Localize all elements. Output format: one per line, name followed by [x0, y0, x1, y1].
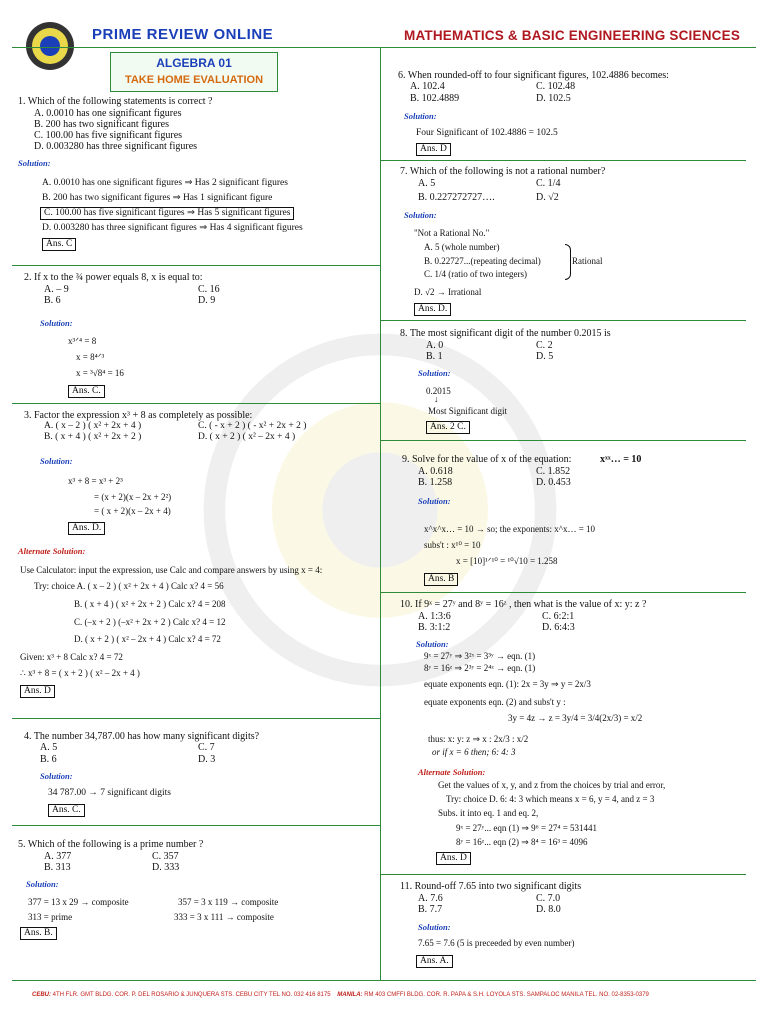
q3-alt-answer: Ans. D — [20, 685, 55, 698]
q7-sol-c: C. 1/4 (ratio of two integers) — [424, 269, 527, 279]
q1-solution-label: Solution: — [18, 158, 51, 168]
q3-sol-3: = ( x + 2)(x – 2x + 4) — [94, 506, 171, 516]
footer-cebu-address: 4TH FLR. GMT BLDG. COR. P. DEL ROSARIO & JUNQUERA STS. CEBU CITY TEL NO. 032 416 8175 — [52, 992, 331, 998]
divider — [380, 160, 746, 161]
q6-opt-c: C. 102.48 — [536, 81, 576, 92]
q2-sol-2: x = 8⁴ᐟ³ — [76, 352, 105, 362]
q10-opt-d: D. 6:4:3 — [542, 622, 575, 633]
q4-opt-a: A. 5 — [40, 742, 58, 753]
q4-sol: 34 787.00 → 7 significant digits — [48, 788, 171, 798]
q1-opt-d: D. 0.003280 has three significant figures — [34, 141, 198, 152]
q8-opt-a: A. 0 — [426, 340, 444, 351]
q3-alt-b: B. ( x + 4 ) ( x² + 2x + 2 ) Calc x? 4 = 208 — [74, 599, 226, 609]
q1-sol-d: D. 0.003280 has three significant figures ⇒ Has 4 significant figures — [42, 223, 303, 233]
q7-sol-b: B. 0.22727...(repeating decimal) — [424, 256, 541, 266]
q3-opt-c: C. ( - x + 2 ) ( - x² + 2x + 2 ) — [198, 421, 307, 431]
footer-cebu-label: CEBU: — [32, 992, 51, 998]
q4-opt-d: D. 3 — [198, 754, 216, 765]
q5-sol-2: 313 = prime — [28, 912, 73, 922]
q7-solution-label: Solution: — [404, 210, 437, 220]
footer-manila-label: MANILA: — [337, 992, 363, 998]
q3-text: 3. Factor the expression x³ + 8 as completely as possible: — [24, 410, 253, 421]
q4-opt-b: B. 6 — [40, 754, 57, 765]
q10-sol-7: or if x = 6 then; 6: 4: 3 — [432, 747, 516, 757]
q10-alt-2: Try: choice D. 6: 4: 3 which means x = 6, y = 4, and z = 3 — [446, 794, 655, 804]
q3-solution-label: Solution: — [40, 456, 73, 466]
q10-sol-3: equate exponents eqn. (1): 2x = 3y ⇒ y = 2x/3 — [424, 679, 591, 689]
divider — [12, 403, 380, 404]
q11-opt-d: D. 8.0 — [536, 904, 561, 915]
q6-sol: Four Significant of 102.4886 = 102.5 — [416, 128, 558, 138]
q3-opt-b: B. ( x + 4 ) ( x² + 2x + 2 ) — [44, 432, 142, 442]
q11-opt-b: B. 7.7 — [418, 904, 443, 915]
subject-title: MATHEMATICS & BASIC ENGINEERING SCIENCES — [404, 28, 741, 43]
q2-sol-3: x = ³√8⁴ = 16 — [76, 368, 124, 378]
q8-opt-d: D. 5 — [536, 351, 554, 362]
footer — [32, 992, 649, 998]
q9-opt-c: C. 1.852 — [536, 466, 571, 477]
title-badge — [110, 52, 278, 92]
footer-rule — [12, 980, 756, 981]
q3-answer: Ans. D. — [68, 522, 105, 535]
q10-sol-1: 9ˣ = 27ʸ ⇒ 3²ˣ = 3³ʸ → eqn. (1) — [424, 651, 536, 661]
q10-opt-c: C. 6:2:1 — [542, 611, 575, 622]
q1-sol-b: B. 200 has two significant figures ⇒ Has 1 significant figure — [42, 193, 273, 203]
q7-opt-a: A. 5 — [418, 178, 436, 189]
q6-opt-d: D. 102.5 — [536, 93, 571, 104]
q3-alt-d: D. ( x + 2 ) ( x² – 2x + 4 ) Calc x? 4 = 72 — [74, 634, 221, 644]
q2-opt-a: A. – 9 — [44, 284, 69, 295]
logo-icon — [24, 20, 76, 72]
q7-sol-a: A. 5 (whole number) — [424, 242, 500, 252]
q11-answer: Ans. A. — [416, 955, 453, 968]
q9-text: 9. Solve for the value of x of the equation: — [402, 454, 572, 465]
q2-sol-1: x³ᐟ⁴ = 8 — [68, 336, 97, 346]
q1-opt-b: B. 200 has two significant figures — [34, 119, 169, 130]
q10-alt-5: 8ʸ = 16ᶻ... eqn (2) ⇒ 8⁴ = 16³ = 4096 — [456, 837, 588, 847]
divider — [380, 592, 746, 593]
q9-solution-label: Solution: — [418, 496, 451, 506]
q1-sol-a: A. 0.0010 has one significant figures ⇒ Has 2 significant figures — [42, 178, 288, 188]
q2-opt-d: D. 9 — [198, 295, 216, 306]
q5-opt-c: C. 357 — [152, 851, 179, 862]
divider — [12, 825, 380, 826]
q8-text: 8. The most significant digit of the number 0.2015 is — [400, 328, 611, 339]
q5-text: 5. Which of the following is a prime number ? — [18, 839, 204, 850]
q3-opt-d: D. ( x + 2 ) ( x² – 2x + 4 ) — [198, 432, 296, 442]
q5-opt-a: A. 377 — [44, 851, 72, 862]
q3-alternate-label: Alternate Solution: — [18, 546, 86, 556]
q1-opt-a: A. 0.0010 has one significant figures — [34, 108, 182, 119]
q4-answer: Ans. C. — [48, 804, 85, 817]
q1-answer: Ans. C — [42, 238, 76, 251]
q3-alt-c: C. (–x + 2 ) (–x² + 2x + 2 ) Calc x? 4 = 12 — [74, 617, 226, 627]
rational-brace — [565, 244, 571, 280]
q5-opt-d: D. 333 — [152, 862, 180, 873]
q3-alt-a: Try: choice A. ( x – 2 ) ( x² + 2x + 4 ) Calc x? 4 = 56 — [34, 581, 224, 591]
q11-solution-label: Solution: — [418, 922, 451, 932]
q3-opt-a: A. ( x – 2 ) ( x² + 2x + 4 ) — [44, 421, 142, 431]
q7-answer: Ans. D. — [414, 303, 451, 316]
footer-manila-address: RM 403 CMFFI BLDG. COR. R. PAPA & S.H. LOYOLA STS. SAMPALOC MANILA TEL. NO. 02-8353-0379 — [364, 992, 649, 998]
q10-opt-a: A. 1:3:6 — [418, 611, 451, 622]
q5-sol-3: 357 = 3 x 119 → composite — [178, 897, 279, 907]
divider — [380, 440, 746, 441]
q10-alternate-label: Alternate Solution: — [418, 767, 486, 777]
q9-answer: Ans. B — [424, 573, 458, 586]
q6-opt-a: A. 102.4 — [410, 81, 445, 92]
q8-opt-b: B. 1 — [426, 351, 443, 362]
q10-text: 10. If 9ˣ = 27ʸ and 8ʸ = 16ᶻ , then what is the value of x: y: z ? — [400, 599, 647, 610]
badge-title: ALGEBRA 01 — [156, 56, 232, 70]
header-rule — [12, 47, 756, 48]
q2-opt-c: C. 16 — [198, 284, 220, 295]
q1-opt-c: C. 100.00 has five significant figures — [34, 130, 183, 141]
q8-sol-label: Most Significant digit — [428, 406, 508, 416]
column-divider — [380, 47, 381, 980]
q11-text: 11. Round-off 7.65 into two significant digits — [400, 881, 582, 892]
q9-opt-d: D. 0.453 — [536, 477, 571, 488]
q1-text: 1. Which of the following statements is correct ? — [18, 96, 213, 107]
q6-opt-b: B. 102.4889 — [410, 93, 460, 104]
q10-alt-3: Subs. it into eq. 1 and eq. 2, — [438, 808, 539, 818]
q10-opt-b: B. 3:1:2 — [418, 622, 451, 633]
q8-opt-c: C. 2 — [536, 340, 553, 351]
q10-answer: Ans. D — [436, 852, 471, 865]
divider — [380, 320, 746, 321]
q2-solution-label: Solution: — [40, 318, 73, 328]
q2-answer: Ans. C. — [68, 385, 105, 398]
q7-opt-c: C. 1/4 — [536, 178, 561, 189]
q9-opt-b: B. 1.258 — [418, 477, 453, 488]
q8-answer: Ans. 2 C. — [426, 421, 470, 434]
q10-sol-4: equate exponents eqn. (2) and subs't y : — [424, 697, 566, 707]
q10-sol-2: 8ʸ = 16ᶻ ⇒ 2³ʸ = 2⁴ᶻ → eqn. (1) — [424, 663, 536, 673]
q6-answer: Ans. D — [416, 143, 451, 156]
q5-answer: Ans. B. — [20, 927, 57, 940]
q9-opt-a: A. 0.618 — [418, 466, 453, 477]
q4-opt-c: C. 7 — [198, 742, 215, 753]
q11-opt-c: C. 7.0 — [536, 893, 561, 904]
q9-equation: xˣˣ… = 10 — [600, 454, 642, 465]
q9-sol-1: x^x^x… = 10 → so; the exponents: x^x… = 10 — [424, 524, 596, 534]
q7-opt-d: D. √2 — [536, 192, 559, 203]
q3-alt-intro: Use Calculator: input the expression, use Calc and compare answers by using x = 4: — [20, 565, 323, 575]
q1-sol-c: C. 100.00 has five significant figures ⇒ Has 5 significant figures — [40, 207, 294, 220]
divider — [12, 265, 380, 266]
q9-sol-2: subs't : x¹⁰ = 10 — [424, 540, 481, 550]
q9-sol-3: x = [10]¹ᐟ¹⁰ = ¹⁰√10 = 1.258 — [456, 556, 558, 566]
q3-alt-therefore: ∴ x³ + 8 = ( x + 2 ) ( x² – 2x + 4 ) — [20, 668, 140, 678]
q11-opt-a: A. 7.6 — [418, 893, 443, 904]
q10-solution-label: Solution: — [416, 639, 449, 649]
brand-title: PRIME REVIEW ONLINE — [92, 26, 274, 43]
divider — [380, 874, 746, 875]
q8-sol-number: 0.2015 — [426, 386, 451, 396]
q6-solution-label: Solution: — [404, 111, 437, 121]
q7-opt-b: B. 0.227272727…. — [418, 192, 495, 203]
badge-subtitle: TAKE HOME EVALUATION — [124, 74, 264, 86]
q7-sol-d: D. √2 → Irrational — [414, 287, 482, 297]
q3-alt-given: Given: x³ + 8 Calc x? 4 = 72 — [20, 652, 123, 662]
q3-sol-1: x³ + 8 = x³ + 2³ — [68, 476, 123, 486]
q8-solution-label: Solution: — [418, 368, 451, 378]
q10-sol-6: thus: x: y: z ⇒ x : 2x/3 : x/2 — [428, 734, 529, 744]
q5-sol-1: 377 = 13 x 29 → composite — [28, 897, 129, 907]
q2-opt-b: B. 6 — [44, 295, 61, 306]
q10-alt-1: Get the values of x, y, and z from the choices by trial and error, — [438, 780, 666, 790]
q4-solution-label: Solution: — [40, 771, 73, 781]
q10-sol-5: 3y = 4z → z = 3y/4 = 3/4(2x/3) = x/2 — [508, 713, 643, 723]
q7-sol-title: "Not a Rational No." — [414, 228, 490, 238]
divider — [12, 718, 380, 719]
q3-sol-2: = (x + 2)(x – 2x + 2²) — [94, 492, 172, 502]
q6-text: 6. When rounded-off to four significant figures, 102.4886 becomes: — [398, 70, 669, 81]
q8-sol-arrow: ↓ — [434, 394, 439, 404]
q11-sol: 7.65 = 7.6 (5 is preceeded by even number) — [418, 938, 575, 948]
q7-text: 7. Which of the following is not a rational number? — [400, 166, 606, 177]
q5-opt-b: B. 313 — [44, 862, 71, 873]
q2-text: 2. If x to the ¾ power equals 8, x is equal to: — [24, 272, 203, 283]
q5-sol-4: 333 = 3 x 111 → composite — [174, 912, 274, 922]
q5-solution-label: Solution: — [26, 879, 59, 889]
q7-sol-rational: Rational — [572, 256, 603, 266]
q4-text: 4. The number 34,787.00 has how many significant digits? — [24, 731, 260, 742]
q10-alt-4: 9ˣ = 27ʸ... eqn (1) ⇒ 9⁶ = 27⁴ = 531441 — [456, 823, 598, 833]
